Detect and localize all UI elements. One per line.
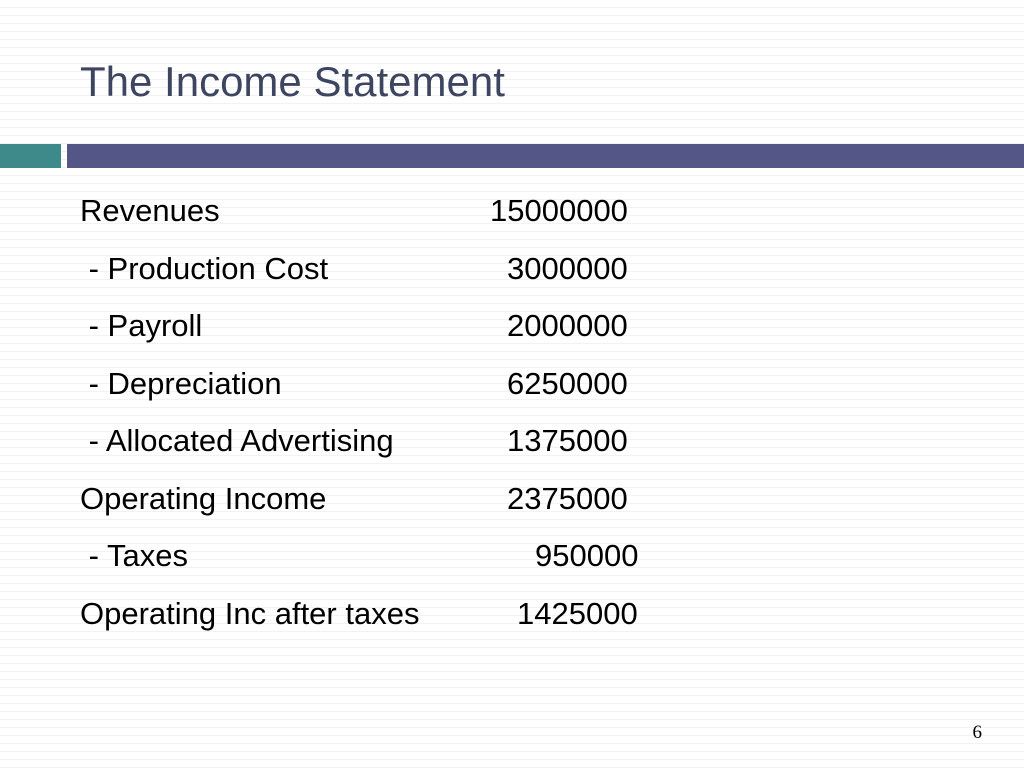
title-accent-bar-purple (67, 144, 1024, 168)
statement-value: 2375000 (507, 480, 628, 516)
income-statement (80, 185, 680, 645)
statement-row-production-cost (80, 243, 680, 301)
title-accent-bar-teal (0, 144, 61, 168)
statement-label: - Production Cost (80, 250, 329, 286)
statement-row-allocated-advertising (80, 415, 680, 473)
statement-value: 6250000 (507, 365, 628, 401)
statement-value: 3000000 (507, 250, 628, 286)
statement-value: 1375000 (507, 423, 628, 458)
statement-row-depreciation (80, 358, 680, 416)
statement-label: Operating Income (80, 480, 327, 516)
statement-row-taxes (80, 530, 680, 588)
statement-row-operating-income (80, 473, 680, 531)
statement-row-operating-inc-after-taxes (80, 588, 680, 646)
statement-label: - Depreciation (80, 365, 282, 401)
statement-value: 2000000 (507, 308, 628, 343)
statement-value: 1425000 (517, 595, 638, 631)
statement-label: - Payroll (80, 308, 203, 343)
statement-value: 950000 (535, 538, 639, 573)
statement-label: - Taxes (80, 538, 188, 573)
statement-label: - Allocated Advertising (80, 423, 394, 458)
statement-label: Operating Inc after taxes (80, 595, 420, 631)
page-number: 6 (972, 722, 982, 743)
statement-row-revenues (80, 185, 680, 243)
statement-row-payroll (80, 300, 680, 358)
statement-label: Revenues (80, 193, 220, 228)
slide-title: The Income Statement (80, 58, 505, 105)
statement-value: 15000000 (490, 193, 628, 228)
